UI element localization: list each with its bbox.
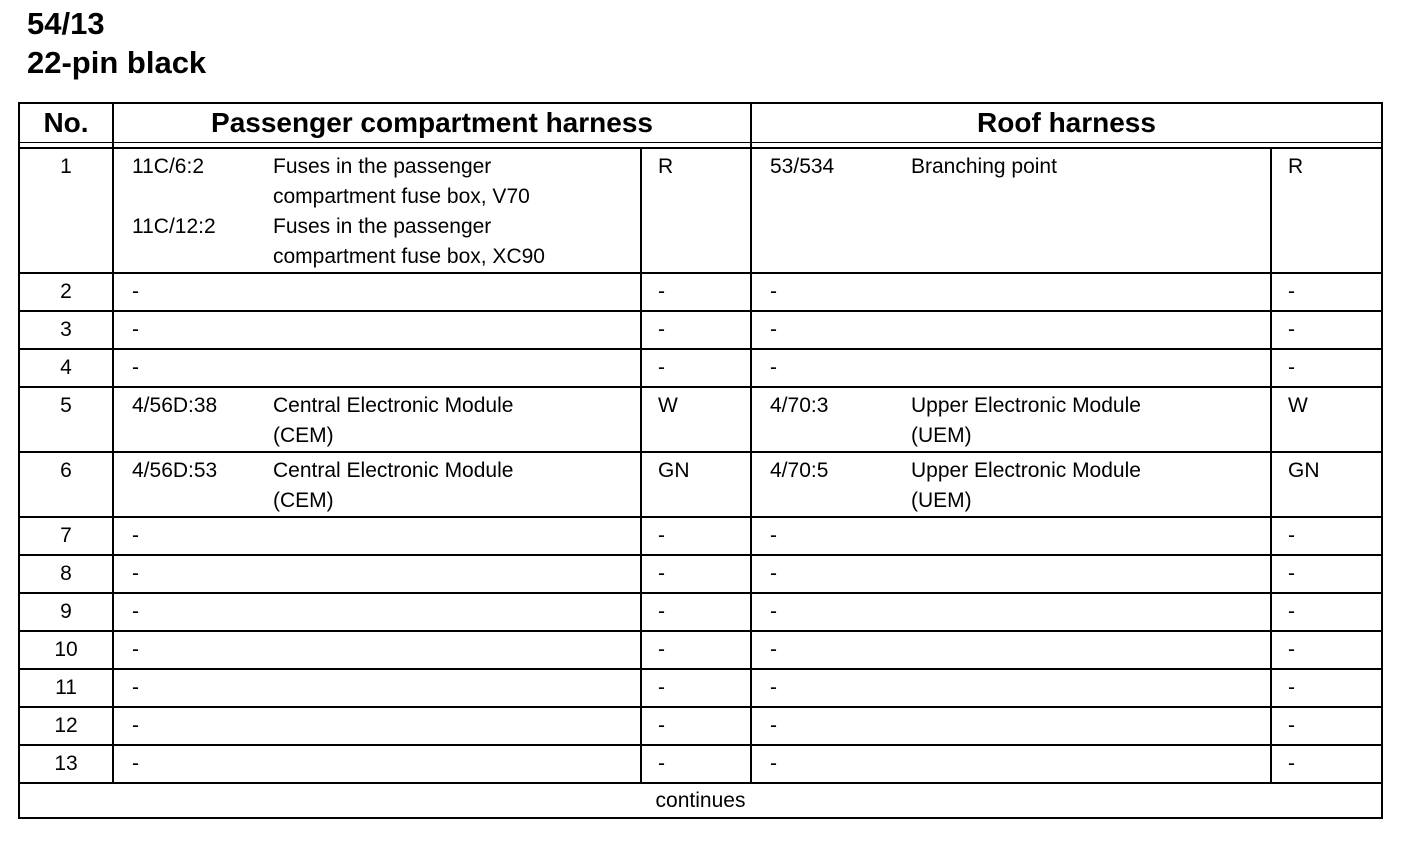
passenger-wire-color: R (641, 148, 751, 273)
passenger-wire-color: - (641, 593, 751, 631)
passenger-wire-color: GN (641, 452, 751, 517)
passenger-connector-description (273, 559, 640, 589)
passenger-connector-description (273, 277, 640, 307)
passenger-harness-cell (113, 593, 641, 631)
passenger-connector-description: Fuses in the passenger compartment fuse box, V70 (273, 155, 530, 208)
roof-connector-description (911, 277, 1270, 307)
roof-wire-color: - (1271, 273, 1382, 311)
passenger-connector-code: - (132, 562, 139, 585)
roof-harness-cell (751, 555, 1271, 593)
pin-number: 5 (19, 387, 113, 452)
passenger-connector-code: - (132, 600, 139, 623)
passenger-harness-cell (113, 745, 641, 783)
passenger-wire-color: - (641, 273, 751, 311)
passenger-wire-color: - (641, 669, 751, 707)
roof-wire-color: - (1271, 745, 1382, 783)
passenger-wire-color: - (641, 631, 751, 669)
roof-connector-description (911, 673, 1270, 703)
roof-connector-description: Upper Electronic Module (UEM) (911, 394, 1141, 447)
connector-description: 22-pin black (27, 45, 207, 80)
roof-harness-cell (751, 148, 1271, 273)
passenger-connector-code: 4/56D:53 (132, 459, 218, 482)
passenger-connector-description (273, 673, 640, 703)
roof-harness-cell (751, 452, 1271, 517)
roof-wire-color: - (1271, 631, 1382, 669)
roof-wire-color: - (1271, 669, 1382, 707)
roof-harness-cell (751, 273, 1271, 311)
passenger-connector-code: - (132, 714, 139, 737)
pin-number: 13 (19, 745, 113, 783)
pin-row (19, 745, 1382, 783)
roof-wire-color: GN (1271, 452, 1382, 517)
passenger-harness-cell (113, 452, 641, 517)
passenger-connector-code: - (132, 752, 139, 775)
pin-rows (19, 148, 1382, 783)
pin-row (19, 148, 1382, 273)
roof-harness-cell (751, 631, 1271, 669)
passenger-connector-code: - (132, 356, 139, 379)
pin-number: 7 (19, 517, 113, 555)
pin-row (19, 707, 1382, 745)
roof-connector-description (911, 711, 1270, 741)
passenger-wire-color: - (641, 517, 751, 555)
roof-connector-description (911, 353, 1270, 383)
passenger-harness-cell (113, 669, 641, 707)
passenger-connector-code: 11C/6:2 (132, 155, 204, 178)
pin-row (19, 311, 1382, 349)
header-no: No. (19, 103, 113, 143)
pin-number: 2 (19, 273, 113, 311)
passenger-connector-code: - (132, 318, 139, 341)
roof-connector-code: - (770, 638, 777, 661)
passenger-harness-cell (113, 555, 641, 593)
roof-connector-code: - (770, 562, 777, 585)
roof-wire-color: W (1271, 387, 1382, 452)
pin-number: 9 (19, 593, 113, 631)
pin-row (19, 593, 1382, 631)
roof-connector-code: - (770, 318, 777, 341)
roof-connector-description (911, 521, 1270, 551)
pin-row (19, 669, 1382, 707)
header-passenger-harness: Passenger compartment harness (113, 103, 751, 143)
roof-harness-cell (751, 311, 1271, 349)
roof-connector-code: - (770, 714, 777, 737)
roof-connector-description (911, 749, 1270, 779)
pin-number: 12 (19, 707, 113, 745)
header-roof-harness: Roof harness (751, 103, 1382, 143)
passenger-wire-color: - (641, 555, 751, 593)
passenger-harness-cell (113, 631, 641, 669)
pin-number: 6 (19, 452, 113, 517)
passenger-wire-color: - (641, 311, 751, 349)
pin-row (19, 273, 1382, 311)
passenger-connector-code: 4/56D:38 (132, 394, 218, 417)
roof-connector-code: - (770, 280, 777, 303)
roof-wire-color: - (1271, 311, 1382, 349)
roof-connector-description (911, 315, 1270, 345)
passenger-harness-cell (113, 148, 641, 273)
passenger-connector-code: - (132, 638, 139, 661)
roof-connector-description: Branching point (911, 155, 1057, 178)
roof-connector-code: - (770, 600, 777, 623)
roof-harness-cell (751, 517, 1271, 555)
roof-wire-color: - (1271, 593, 1382, 631)
roof-connector-description (911, 597, 1270, 627)
roof-wire-color: R (1271, 148, 1382, 273)
roof-wire-color: - (1271, 555, 1382, 593)
passenger-connector-code: - (132, 676, 139, 699)
passenger-harness-cell (113, 517, 641, 555)
passenger-connector-code: - (132, 280, 139, 303)
passenger-connector-code: 11C/12:2 (132, 215, 216, 238)
footer-row (19, 783, 1382, 818)
connector-id: 54/13 (27, 6, 105, 41)
roof-harness-cell (751, 593, 1271, 631)
passenger-wire-color: - (641, 745, 751, 783)
passenger-connector-description (273, 353, 640, 383)
pin-row (19, 387, 1382, 452)
passenger-connector-description (273, 635, 640, 665)
pin-row (19, 555, 1382, 593)
pin-row (19, 517, 1382, 555)
passenger-wire-color: - (641, 349, 751, 387)
roof-connector-description: Upper Electronic Module (UEM) (911, 459, 1141, 512)
pin-table (18, 102, 1383, 819)
pin-number: 3 (19, 311, 113, 349)
header-row (19, 103, 1382, 143)
passenger-connector-description: Central Electronic Module (CEM) (273, 394, 514, 447)
pin-row (19, 452, 1382, 517)
pin-number: 8 (19, 555, 113, 593)
roof-connector-code: 4/70:3 (770, 394, 829, 417)
passenger-wire-color: W (641, 387, 751, 452)
pin-number: 4 (19, 349, 113, 387)
pin-number: 10 (19, 631, 113, 669)
roof-connector-code: - (770, 524, 777, 547)
passenger-connector-description (273, 597, 640, 627)
pin-number: 11 (19, 669, 113, 707)
pin-row (19, 349, 1382, 387)
passenger-harness-cell (113, 273, 641, 311)
roof-harness-cell (751, 707, 1271, 745)
roof-harness-cell (751, 387, 1271, 452)
continues-note: continues (19, 783, 1382, 818)
passenger-harness-cell (113, 349, 641, 387)
roof-connector-code: - (770, 676, 777, 699)
roof-harness-cell (751, 745, 1271, 783)
roof-connector-description (911, 559, 1270, 589)
passenger-connector-description (273, 749, 640, 779)
pin-number: 1 (19, 148, 113, 273)
passenger-connector-description: Fuses in the passenger compartment fuse box, XC90 (273, 215, 545, 268)
passenger-harness-cell (113, 707, 641, 745)
passenger-connector-code: - (132, 524, 139, 547)
roof-connector-code: - (770, 752, 777, 775)
passenger-connector-description (273, 315, 640, 345)
passenger-connector-description: Central Electronic Module (CEM) (273, 459, 514, 512)
roof-wire-color: - (1271, 517, 1382, 555)
passenger-connector-description (273, 521, 640, 551)
pin-row (19, 631, 1382, 669)
roof-connector-code: 53/534 (770, 155, 835, 178)
roof-harness-cell (751, 669, 1271, 707)
passenger-connector-description (273, 711, 640, 741)
roof-connector-description (911, 635, 1270, 665)
roof-wire-color: - (1271, 707, 1382, 745)
passenger-harness-cell (113, 387, 641, 452)
roof-connector-code: 4/70:5 (770, 459, 829, 482)
passenger-wire-color: - (641, 707, 751, 745)
passenger-harness-cell (113, 311, 641, 349)
roof-harness-cell (751, 349, 1271, 387)
roof-wire-color: - (1271, 349, 1382, 387)
document-header (27, 4, 206, 82)
roof-connector-code: - (770, 356, 777, 379)
